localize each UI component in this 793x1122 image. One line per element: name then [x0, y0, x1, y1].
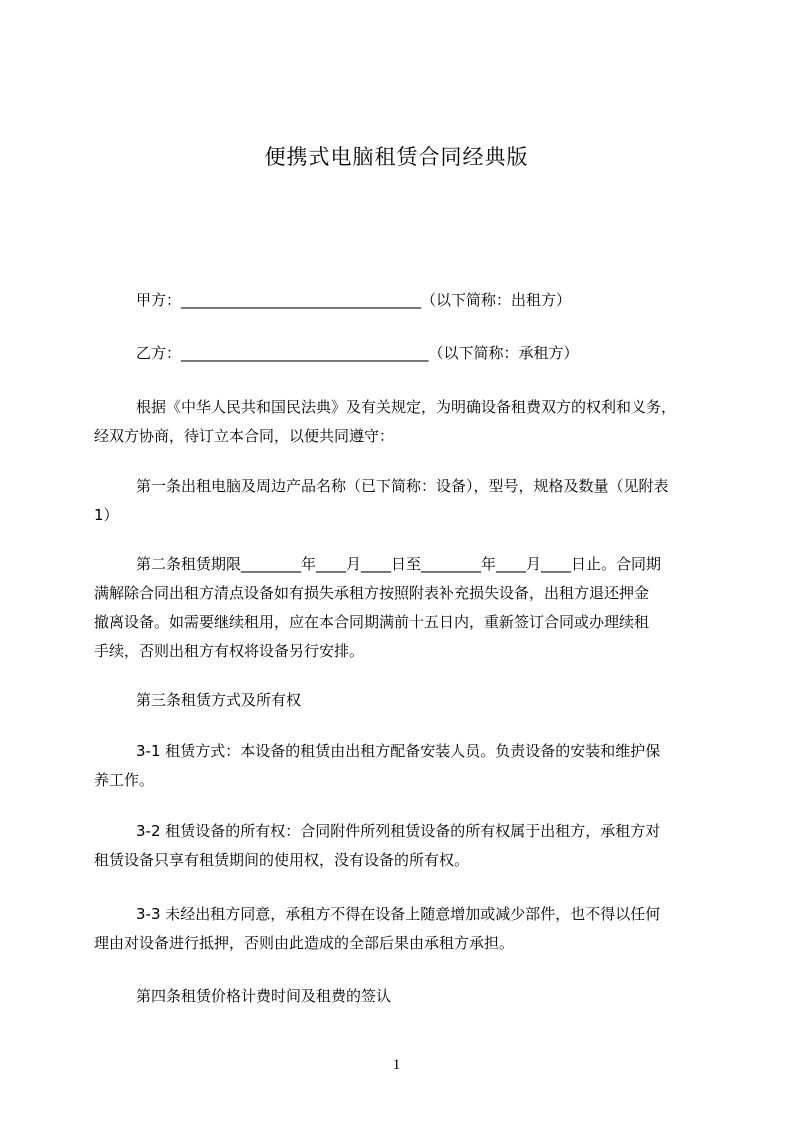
clause-3-2-line-1: 3-2 租赁设备的所有权：合同附件所列租赁设备的所有权属于出租方，承租方对: [136, 822, 661, 840]
clause-3-3-line-2: 理由对设备进行抵押，否则由此造成的全部后果由承租方承担。: [94, 934, 515, 952]
intro-paragraph: [94, 393, 722, 451]
article-2-line-3: 撤离设备。如需要继续租用，应在本合同期满前十五日内，重新签订合同或办理续租: [94, 613, 650, 631]
page-number: 1: [392, 1057, 401, 1073]
article-2-line-4: 手续，否则出租方有权将设备另行安排。: [94, 642, 365, 660]
clause-3-1-paragraph: [94, 737, 722, 795]
clause-3-1-line-2: 养工作。: [94, 771, 155, 789]
intro-line-1: 根据《中华人民共和国民法典》及有关规定，为明确设备租费双方的权利和义务，: [136, 398, 677, 416]
party-a-text: 甲方：________________________________（以下简称：出租方）: [136, 291, 572, 309]
intro-line-2: 经双方协商，待订立本合同，以便共同遵守：: [94, 427, 395, 445]
party-b-text: 乙方：_________________________________（以下简称：承租方）: [136, 344, 579, 362]
document-title: 便携式电脑租赁合同经典版: [264, 145, 529, 169]
article-1-line-2: 1）: [94, 506, 119, 524]
article-1-line-1: 第一条出租电脑及周边产品名称（已下简称：设备），型号，规格及数量（见附表: [136, 477, 669, 495]
article-3-heading: [94, 686, 722, 715]
clause-3-2-line-2: 租赁设备只享有租赁期间的使用权，没有设备的所有权。: [94, 851, 470, 869]
article-2-paragraph: [94, 550, 722, 666]
article-3-heading-text: 第三条租赁方式及所有权: [136, 691, 302, 709]
article-4-heading-text: 第四条租赁价格计费时间及租费的签认: [136, 987, 392, 1005]
article-2-line-2: 满解除合同出租方清点设备如有损失承租方按照附表补充损失设备，出租方退还押金: [94, 584, 650, 602]
clause-3-2-paragraph: [94, 817, 722, 875]
party-b-line: [94, 339, 722, 368]
article-4-heading: [94, 982, 722, 1011]
party-a-line: [94, 286, 722, 315]
clause-3-3-line-1: 3-3 未经出租方同意，承租方不得在设备上随意增加或减少部件，也不得以任何: [136, 905, 661, 923]
article-2-line-1: 第二条租赁期限________年____月____日至________年____月____日止。合同期: [136, 555, 662, 573]
clause-3-3-paragraph: [94, 900, 722, 958]
article-1-paragraph: [94, 472, 722, 530]
clause-3-1-line-1: 3-1 租赁方式：本设备的租赁由出租方配备安装人员。负责设备的安装和维护保: [136, 742, 661, 760]
